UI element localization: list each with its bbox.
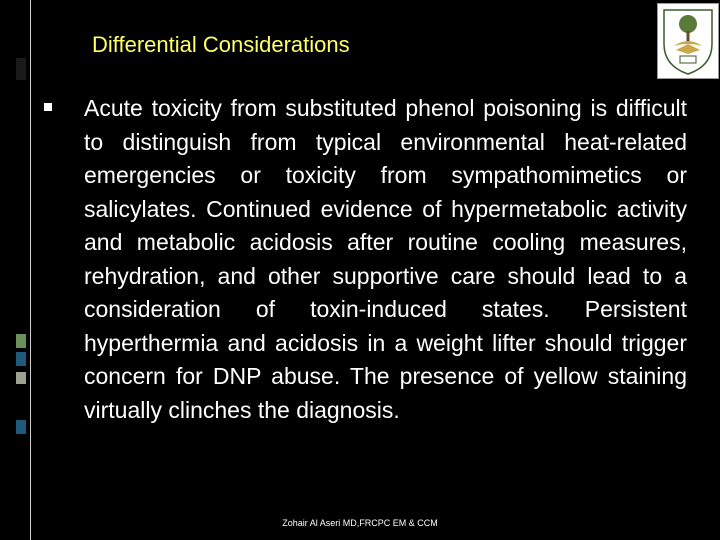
footer-credit: Zohair Al Aseri MD,FRCPC EM & CCM [282, 518, 438, 528]
slide-title: Differential Considerations [92, 32, 350, 57]
accent-bar-green [16, 334, 26, 348]
bullet-icon [44, 103, 52, 111]
accent-bar-blue-lower [16, 420, 26, 434]
accent-bar-dark [16, 58, 26, 80]
left-decoration-strip [0, 0, 28, 540]
body-paragraph: Acute toxicity from substituted phenol poisoning is difficult to distinguish from typical environmental heat-related emergencies or toxicity from sympathomimetics or salicylates. Continued evidence of hypermetabolic activity and metabolic acidosis after routine cooling measures, rehydration, and other supportive care should lead to a consideration of toxin-induced states. Persistent hyperthermia and acidosis in a weight lifter should trigger concern for DNP abuse. The presence of yellow staining virtually clinches the diagnosis. [84, 95, 687, 423]
accent-bar-blue [16, 352, 26, 366]
university-seal-icon [657, 3, 719, 79]
accent-bar-gray [16, 372, 26, 384]
vertical-divider [30, 0, 31, 540]
